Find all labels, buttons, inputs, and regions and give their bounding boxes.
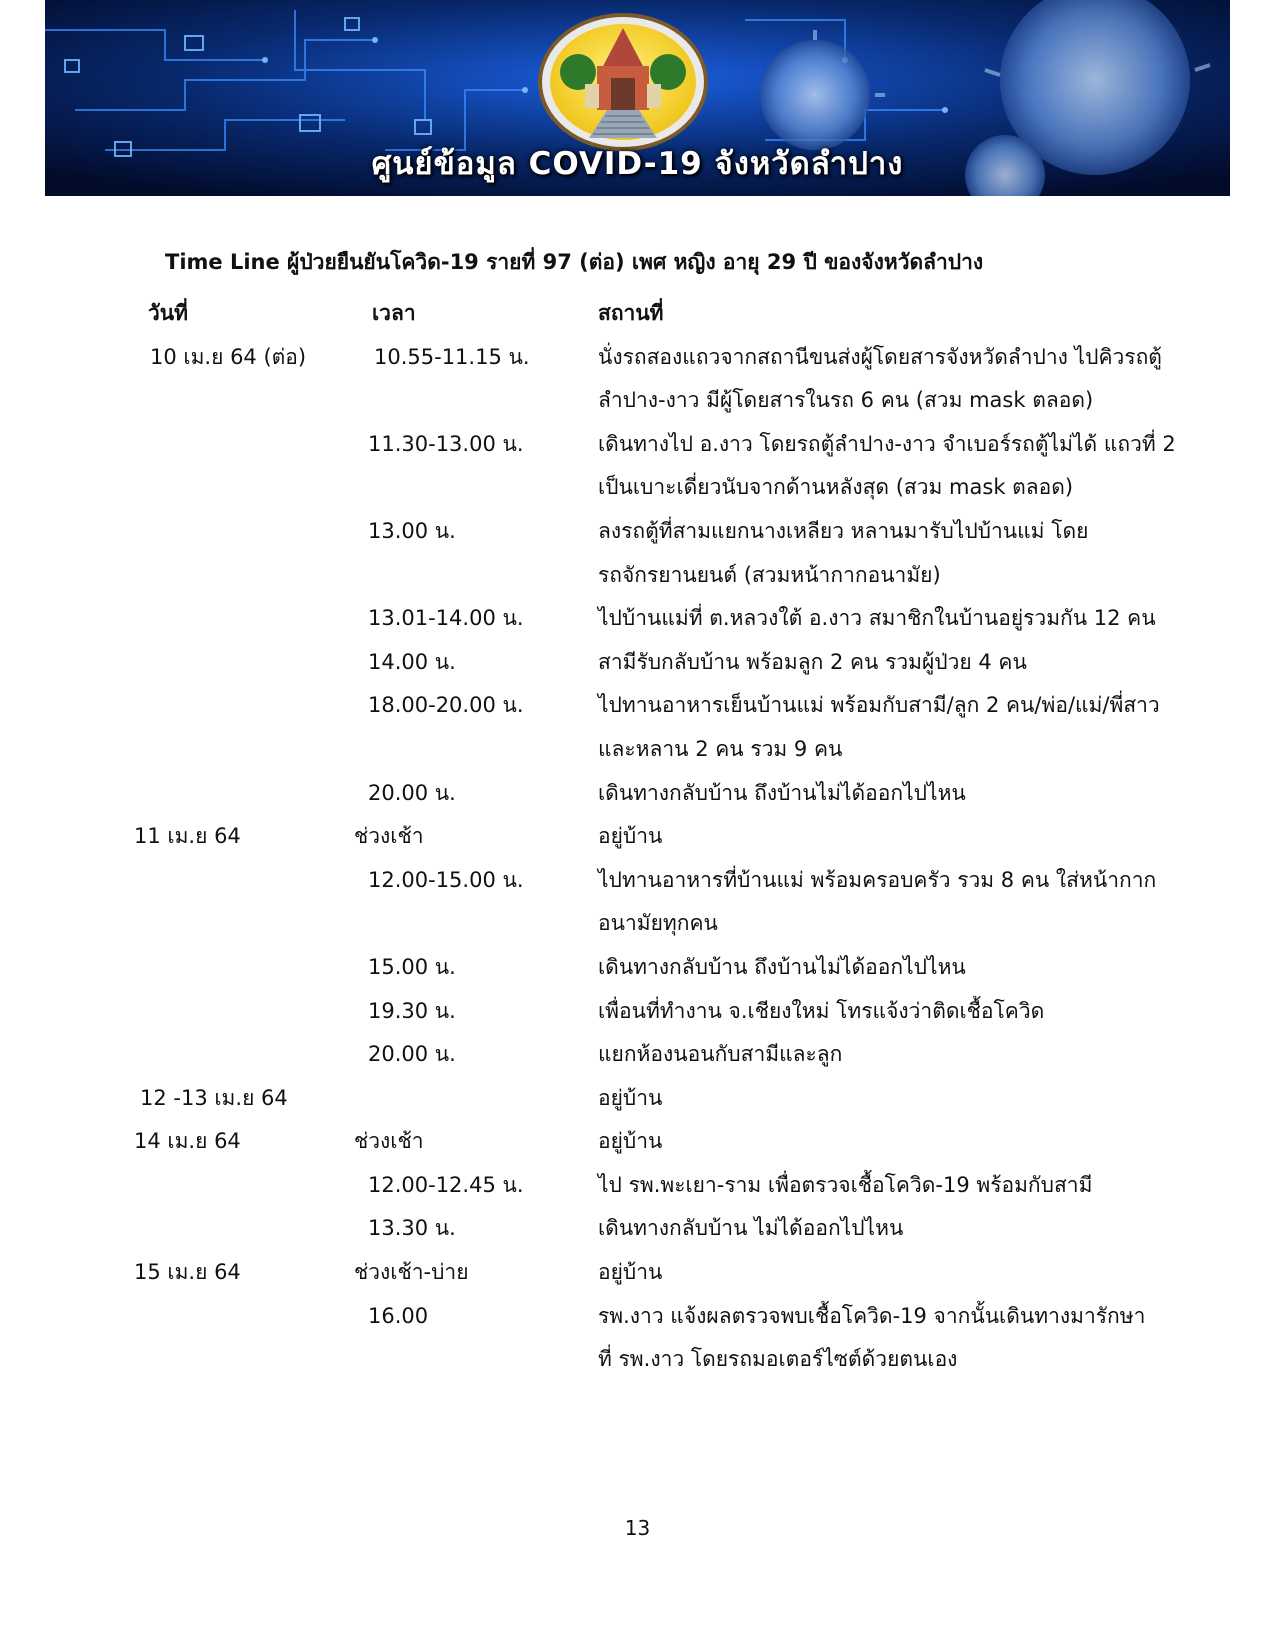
row-time: 12.00-15.00 น. bbox=[368, 867, 524, 892]
table-row bbox=[0, 1207, 1275, 1251]
row-time: ช่วงเช้า-บ่าย bbox=[354, 1260, 469, 1285]
table-row bbox=[0, 597, 1275, 641]
row-time: 12.00-12.45 น. bbox=[368, 1172, 524, 1197]
table-row bbox=[0, 1295, 1275, 1339]
row-time: 20.00 น. bbox=[368, 780, 456, 805]
table-row bbox=[0, 946, 1275, 990]
row-date: 10 เม.ย 64 (ต่อ) bbox=[150, 344, 307, 369]
row-place: ลำปาง-งาว มีผู้โดยสารในรถ 6 คน (สวม mask ตลอด) bbox=[598, 388, 1094, 413]
table-row bbox=[0, 815, 1275, 859]
row-place: เดินทางกลับบ้าน ถึงบ้านไม่ได้ออกไปไหน bbox=[598, 780, 966, 805]
header-date: วันที่ bbox=[148, 301, 188, 325]
row-place: เป็นเบาะเดี่ยวนับจากด้านหลังสุด (สวม mask ตลอด) bbox=[598, 475, 1074, 500]
row-time: 20.00 น. bbox=[368, 1042, 456, 1067]
row-place: อยู่บ้าน bbox=[598, 1260, 663, 1285]
row-time: ช่วงเช้า bbox=[354, 824, 424, 849]
table-row bbox=[0, 554, 1275, 598]
lampang-provincial-seal-icon bbox=[540, 15, 706, 149]
row-place: และหลาน 2 คน รวม 9 คน bbox=[598, 736, 843, 761]
row-time: 10.55-11.15 น. bbox=[374, 344, 530, 369]
row-place: อนามัยทุกคน bbox=[598, 911, 718, 936]
table-row bbox=[0, 1077, 1275, 1121]
page-number: 13 bbox=[624, 1516, 651, 1540]
row-time: 16.00 bbox=[368, 1303, 429, 1328]
table-row bbox=[0, 902, 1275, 946]
row-place: เดินทางไป อ.งาว โดยรถตู้ลำปาง-งาว จำเบอร์รถตู้ไม่ได้ แถวที่ 2 bbox=[598, 431, 1176, 456]
header-banner bbox=[45, 0, 1230, 196]
row-time: 11.30-13.00 น. bbox=[368, 431, 524, 456]
row-time: ช่วงเช้า bbox=[354, 1129, 424, 1154]
document-title: Time Line ผู้ป่วยยืนยันโควิด-19 รายที่ 97 (ต่อ) เพศ หญิง อายุ 29 ปี ของจังหวัดลำปาง bbox=[165, 250, 984, 274]
table-row bbox=[0, 1120, 1275, 1164]
row-place: สามีรับกลับบ้าน พร้อมลูก 2 คน รวมผู้ป่วย 4 คน bbox=[598, 649, 1027, 674]
row-place: เดินทางกลับบ้าน ถึงบ้านไม่ได้ออกไปไหน bbox=[598, 954, 966, 979]
table-row bbox=[0, 641, 1275, 685]
table-row bbox=[0, 728, 1275, 772]
table-row bbox=[0, 684, 1275, 728]
table-row bbox=[0, 859, 1275, 903]
row-date: 12 -13 เม.ย 64 bbox=[140, 1085, 288, 1110]
row-place: ไปทานอาหารเย็นบ้านแม่ พร้อมกับสามี/ลูก 2 คน/พ่อ/แม่/พี่สาว bbox=[598, 693, 1160, 718]
table-row bbox=[0, 336, 1275, 380]
table-row bbox=[0, 990, 1275, 1034]
row-place: เดินทางกลับบ้าน ไม่ได้ออกไปไหน bbox=[598, 1216, 904, 1241]
row-place: ที่ รพ.งาว โดยรถมอเตอร์ไซต์ด้วยตนเอง bbox=[598, 1347, 958, 1372]
row-time: 13.00 น. bbox=[368, 518, 456, 543]
timeline-rows bbox=[0, 336, 1275, 1382]
table-row bbox=[0, 466, 1275, 510]
row-date: 14 เม.ย 64 bbox=[134, 1129, 241, 1154]
row-place: นั่งรถสองแถวจากสถานีขนส่งผู้โดยสารจังหวัดลำปาง ไปคิวรถตู้ bbox=[598, 344, 1162, 369]
row-place: เพื่อนที่ทำงาน จ.เชียงใหม่ โทรแจ้งว่าติดเชื้อโควิด bbox=[598, 998, 1045, 1023]
table-row bbox=[0, 1338, 1275, 1382]
row-time: 13.01-14.00 น. bbox=[368, 606, 524, 631]
table-row bbox=[0, 379, 1275, 423]
row-time: 13.30 น. bbox=[368, 1216, 456, 1241]
table-row bbox=[0, 423, 1275, 467]
table-row bbox=[0, 1164, 1275, 1208]
row-place: อยู่บ้าน bbox=[598, 1085, 663, 1110]
row-date: 11 เม.ย 64 bbox=[134, 824, 241, 849]
row-place: อยู่บ้าน bbox=[598, 1129, 663, 1154]
row-place: อยู่บ้าน bbox=[598, 824, 663, 849]
row-place: ลงรถตู้ที่สามแยกนางเหลียว หลานมารับไปบ้านแม่ โดย bbox=[598, 518, 1089, 543]
row-place: ไป รพ.พะเยา-ราม เพื่อตรวจเชื้อโควิด-19 พร้อมกับสามี bbox=[598, 1172, 1093, 1197]
header-place: สถานที่ bbox=[598, 301, 664, 325]
table-row bbox=[0, 1033, 1275, 1077]
row-date: 15 เม.ย 64 bbox=[134, 1260, 241, 1285]
row-place: ไปบ้านแม่ที่ ต.หลวงใต้ อ.งาว สมาชิกในบ้านอยู่รวมกัน 12 คน bbox=[598, 606, 1156, 631]
row-time: 15.00 น. bbox=[368, 954, 456, 979]
table-row bbox=[0, 1251, 1275, 1295]
banner-title: ศูนย์ข้อมูล COVID-19 จังหวัดลำปาง bbox=[371, 146, 904, 182]
row-time: 19.30 น. bbox=[368, 998, 456, 1023]
timeline-table bbox=[0, 292, 1275, 1382]
table-header-row bbox=[0, 292, 1275, 336]
row-time: 14.00 น. bbox=[368, 649, 456, 674]
row-time: 18.00-20.00 น. bbox=[368, 693, 524, 718]
row-place: แยกห้องนอนกับสามีและลูก bbox=[598, 1042, 843, 1067]
row-place: รถจักรยานยนต์ (สวมหน้ากากอนามัย) bbox=[598, 562, 941, 587]
header-time: เวลา bbox=[372, 301, 416, 325]
row-place: รพ.งาว แจ้งผลตรวจพบเชื้อโควิด-19 จากนั้นเดินทางมารักษา bbox=[598, 1303, 1146, 1328]
table-row bbox=[0, 510, 1275, 554]
row-place: ไปทานอาหารที่บ้านแม่ พร้อมครอบครัว รวม 8 คน ใส่หน้ากาก bbox=[598, 867, 1157, 892]
table-row bbox=[0, 772, 1275, 816]
